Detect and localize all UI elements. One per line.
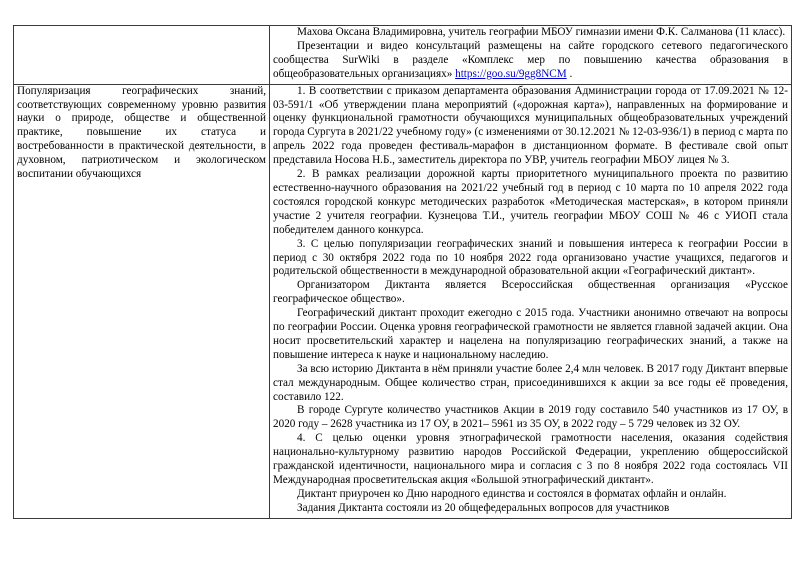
table-row [14,84,792,518]
content-table [13,25,792,519]
description-paragraph-4: Организатором Диктанта является Всероссийская общественная организация «Русское географическое общество». [273,279,788,306]
table-cell-criterion-empty [14,26,270,85]
description-paragraph-9: Диктант приурочен ко Дню народного единства и состоялся в форматах офлайн и онлайн. [297,487,727,500]
paragraph-text-before-link: Презентации и видео консультаций размещены на сайте городского сетевого педагогического сообщества SurWiki в разделе «Комплекс мер по повышению качества образования в общеобразовательных организациях» [273,39,788,80]
table-cell-description [270,26,792,85]
table-body [14,26,792,519]
description-paragraph-10: Задания Диктанта состояли из 20 общефедеральных вопросов для участников [297,501,670,514]
description-paragraph: Махова Оксана Владимировна, учитель географии МБОУ гимназии имени Ф.К. Салманова (11 класс). [297,26,786,38]
paragraph-text-after-link: . [566,67,573,80]
description-paragraph-5: Географический диктант проходит ежегодно с 2015 года. Участники анонимно отвечают на вопросы по географии России. Оценка уровня географической грамотности не является главной задачей акции. Она носит просветительский характер и нацелена на популяризацию географических знаний, а также на повышение интереса к науке и национальному наследию. [273,307,788,361]
description-paragraph-6: За всю историю Диктанта в нём приняли участие более 2,4 млн человек. В 2017 году Диктант впервые стал международным. Общее количество стран, присоединившихся к акции за все годы её проведения, составило 122. [273,362,788,403]
description-paragraph-8: 4. С целью оценки уровня этнографической грамотности населения, оказания содействия национально-культурному развитию народов Российской Федерации, укреплению общероссийской гражданской идентичности, национального мира и согласия с 3 по 8 ноября 2022 года состоялась VII Международная просветительская акция «Большой этнографический диктант». [273,432,788,486]
description-paragraph-7: В городе Сургуте количество участников Акции в 2019 году составило 540 участников из 17 ОУ, в 2020 году – 2628 участника из 17 ОУ, в 2021– 5961 из 35 ОУ, в 2022 году – 5 729 человек из 32 ОУ. [273,404,788,431]
criterion-text-block [17,85,266,182]
table-cell-description [270,84,792,518]
table-cell-criterion [14,84,270,518]
description-paragraph-3: 3. С целью популяризации географических знаний и повышения интереса к географии России в период с 30 октября 2022 года по 10 ноября 2022 года организовано участие учащихся, педагогов и родительской общественности в международной образовательной акции «Географический диктант». [273,237,788,278]
table-row [14,26,792,85]
criterion-paragraph: Популяризация географических знаний, соответствующих современному уровню развития науки о природе, обществе и общественной практике, повышение их статуса и востребованности в практической деятельности, в духовном, патриотическом и экологическом воспитании обучающихся [17,84,266,181]
description-paragraph-2: 2. В рамках реализации дорожной карты приоритетного муниципального проекта по развитию естественно-научного образования на 2021/22 учебный год в период с 10 марта по 10 апреля 2022 года состоялся городской конкурс методических разработок «Методическая мастерская», в котором приняли участие 2 учителя географии. Кузнецова Т.И., учитель географии МБОУ СОШ № 46 с УИОП стала победителем данного конкурса. [273,168,788,236]
description-paragraph-with-link [273,40,788,82]
surwiki-external-link[interactable]: https://goo.su/9gg8NCM [455,67,567,80]
description-paragraph-1: 1. В соответствии с приказом департамента образования Администрации города от 17.09.2021 № 12-03-591/1 «Об утверждении плана мероприятий («дорожная карта»), направленных на формирование и оценку функциональной грамотности обучающихся муниципальных общеобразовательных учреждений города Сургута в 2021/22 учебному году» (с изменениями от 30.12.2021 № 12-03-936/1) в период с марта по апрель 2022 года проведен фестиваль-марафон в дистанционном формате. В фестивале свой опыт представила Носова Н.Б., заместитель директора по УВР, учитель географии МБОУ лицея № 3. [273,84,788,167]
